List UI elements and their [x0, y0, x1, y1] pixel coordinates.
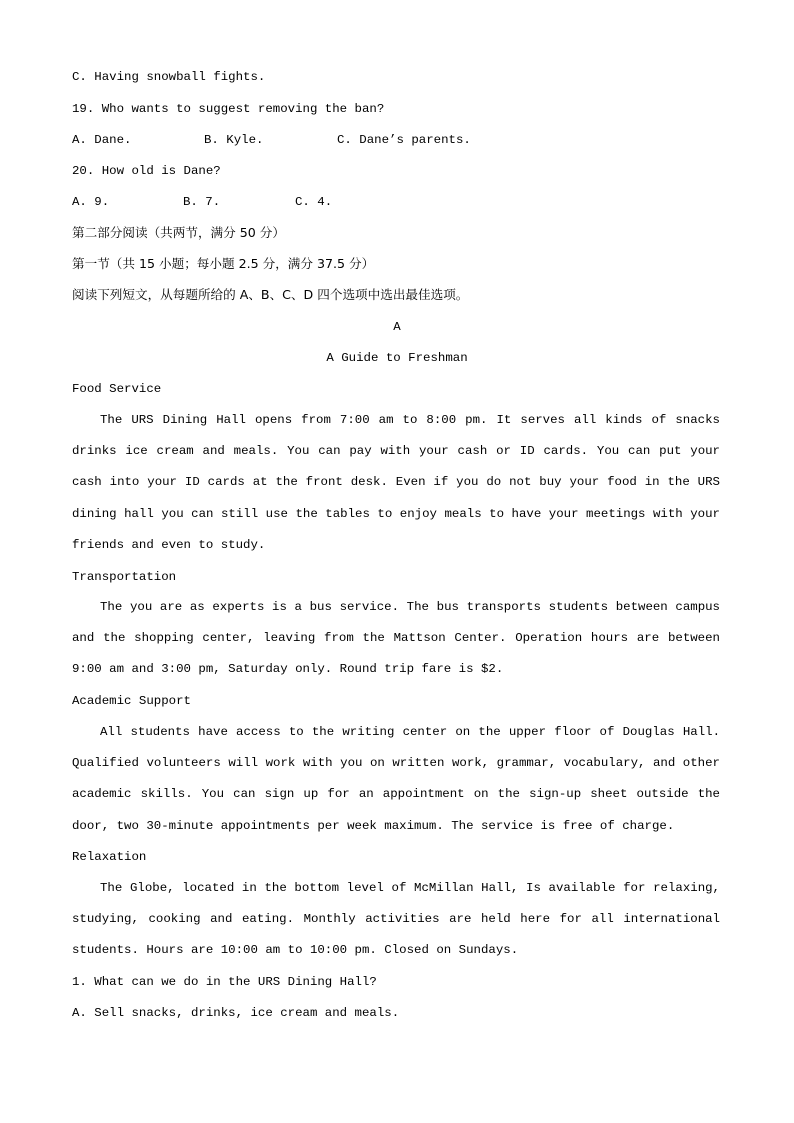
q20-option-b: B. 7. — [183, 195, 221, 209]
passage-title: A Guide to Freshman — [326, 351, 468, 365]
q19-option-a: A. Dane. — [72, 133, 132, 147]
question-20-options — [72, 194, 722, 210]
relaxation-paragraph: The Globe, located in the bottom level of McMillan Hall, Is available for relaxing, studying, cooking and eating. Monthly activities are held here for all international students. Hours are 10:00 am to 10:00 pm. Closed on Sundays. — [72, 881, 720, 958]
relaxation-heading: Relaxation — [72, 850, 147, 864]
question-20: 20. How old is Dane? — [72, 164, 221, 178]
q19-option-c: C. Dane’s parents. — [337, 133, 471, 147]
q19-option-b: B. Kyle. — [204, 133, 264, 147]
passage-label: A — [393, 320, 401, 334]
transportation-heading: Transportation — [72, 570, 177, 584]
section-one-heading: 第一节（共 15 小题；每小题 2.5 分，满分 37.5 分） — [72, 256, 375, 271]
academic-support-paragraph: All students have access to the writing center on the upper floor of Douglas Hall. Qualified volunteers will work with you on written work, grammar, vocabulary, and other academic skills. You can sign up for an appointment on the sign-up sheet outside the door, two 30-minute appointments per week maximum. The service is free of charge. — [72, 725, 720, 833]
reading-instruction: 阅读下列短文，从每题所给的 A、B、C、D 四个选项中选出最佳选项。 — [72, 287, 469, 302]
food-service-paragraph: The URS Dining Hall opens from 7:00 am to 8:00 pm. It serves all kinds of snacks drinks ice cream and meals. You can pay with your cash or ID cards. You can put your cash into your ID cards at the front desk. Even if you do not buy your food in the URS dining hall you can still use the tables to enjoy meals to have your meetings with your friends and even to study. — [72, 413, 720, 552]
q18-option-c: C. Having snowball fights. — [72, 70, 266, 84]
q20-option-a: A. 9. — [72, 195, 110, 209]
question-19-options — [72, 132, 722, 148]
academic-support-heading: Academic Support — [72, 694, 191, 708]
food-service-heading: Food Service — [72, 382, 162, 396]
question-19: 19. Who wants to suggest removing the ban? — [72, 102, 385, 116]
transportation-paragraph: The you are as experts is a bus service. The bus transports students between campus and the shopping center, leaving from the Mattson Center. Operation hours are between 9:00 am and 3:00 pm, Saturday only. Round trip fare is $2. — [72, 600, 720, 677]
q20-option-c: C. 4. — [295, 195, 333, 209]
question-1: 1. What can we do in the URS Dining Hall? — [72, 975, 377, 989]
q1-option-a: A. Sell snacks, drinks, ice cream and meals. — [72, 1006, 400, 1020]
part-two-heading: 第二部分阅读（共两节，满分 50 分） — [72, 225, 285, 240]
